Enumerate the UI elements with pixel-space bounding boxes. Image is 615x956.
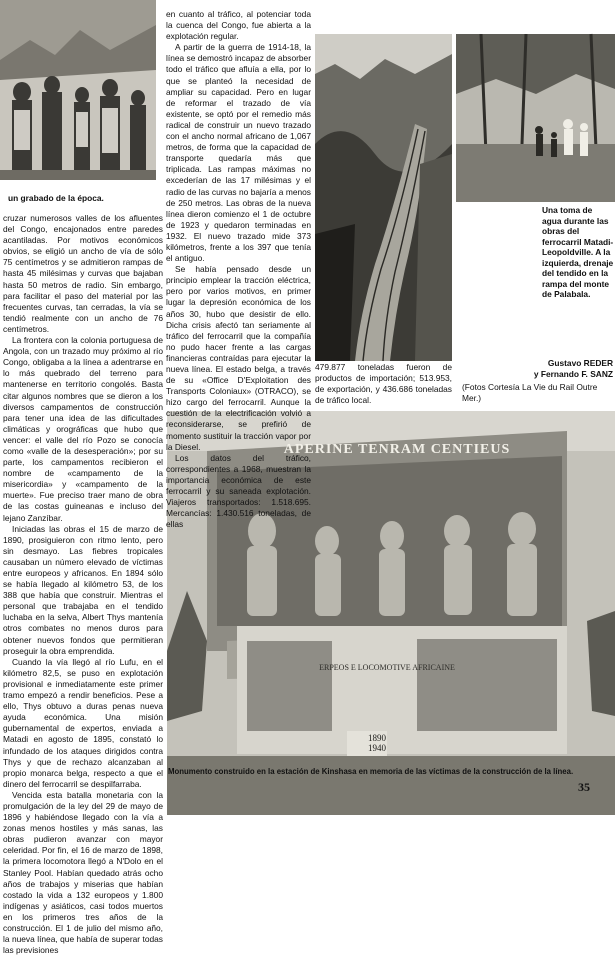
engraving-illustration [0, 0, 156, 180]
article-column-left [3, 213, 163, 956]
paragraph: Cuando la vía llegó al río Lufu, en el kilómetro 82,5, se puso en explotación provisional e inmediatamente este primer tramo empezó a rendir beneficios. Pese a ello, Thys obtuvo a duras penas nueva ayuda económica. Una misión gubernamental de expertos, enviada a Matadi en agosto de 1895, constató lo infundado de los ataques dirigidos contra Thys y que de rechazo alcanzaban al propio monarca belga, respecto a que el dinero del ferrocarril se despilfarraba. [3, 656, 163, 789]
paragraph: Vencida esta batalla monetaria con la promulgación de la ley del 29 de mayo de 1896 y habiéndose llegado con la vía a zonas menos hostiles y más sanas, las obras pudieron avanzar con mayor celeridad. Por fin, el 16 de marzo de 1898, la primera locomotora llegó a N'Dolo en el Stanley Pool. Habían quedado atrás ocho años de trabajos y miserias que habían costado la vida a 132 europeos y 1.800 indígenas y asiáticos, casi todos muertos en los primeros tres años de la construcción. El 1 de julio del mismo año, la nueva línea, que había de superar todas las previsiones [3, 789, 163, 956]
paragraph: cruzar numerosos valles de los afluentes del Congo, encajonados entre paredes acantiladas. Por motivos económicos obvios, se eligió un ancho de vía de sólo 75 centímetros y se admitieron rampas de hasta 45 milésimas y curvas que bajaban hasta 50 metros de radio. Sin embargo, para facilitar el paso del material por las frecuentes curvas, tan cerradas, la vía se tendió realmente con un ancho de 76 centímetros. [3, 213, 163, 334]
author-names [458, 358, 613, 379]
engraving-photo [0, 0, 156, 180]
monument-year-end: 1940 [368, 743, 386, 753]
paragraph: en cuanto al tráfico, al potenciar toda la cuenca del Congo, fue abierta a la explotación regular. [166, 9, 311, 42]
photo-credit: (Fotos Cortesía La Vie du Rail Outre Mer.) [462, 382, 598, 403]
author-name: y Fernando F. SANZ [533, 368, 613, 379]
monument-years [357, 733, 397, 753]
engraving-caption: un grabado de la época. [8, 193, 104, 203]
monument-year-start: 1890 [368, 733, 386, 743]
railway-ramp-photo [315, 34, 452, 361]
water-intake-photo [456, 34, 615, 202]
article-column-middle [166, 9, 311, 530]
page-number: 35 [578, 780, 590, 794]
paragraph: Se había pensado desde un principio emplear la tracción eléctrica, pero por varios motivos, en primer lugar la depresión económica de los años 30, hubo que desistir de ello. Dicha crisis afectó tan seriamente al tráfico del ferrocarril que la compañía no pudo hacer frente a las cargas financieras contraídas para ejecutar la nueva línea. El estado belga, a través de su «Office D'Exploitation des Transports Coloniaux» (OTRACO), se hizo cargo del ferrocarril. Aunque la cuestión de la electrificación volvió a reconsiderarse, se prefirió de momento sustituir la tracción vapor por la Diesel. [166, 264, 311, 452]
paragraph: La frontera con la colonia portuguesa de Angola, con un trazado muy próximo al río Congo, obligaba a la línea a adentrarse en lo más quebrado del terreno para mantenerse en territorio congolés. Basta citar algunos nombres que se dieron a los diversos campamentos de construcción para tener una idea de las dificultades climáticas y orográficas que hubo que vencer: el valle del río Pozo se conocía como «valle de la desesperación»; por su parte, los campamentos recibieron el nombre de «campamento de la misericordia» y «campamento de la muerte». Fue preciso traer mano de obra de las costas guineanas e incluso del lejano Zanzíbar. [3, 335, 163, 523]
monument-inscription-top: APERINE TENRAM CENTIEUS [283, 442, 511, 457]
monument-inscription-lower: ERPEOS E LOCOMOTIVE AFRICAINE [319, 663, 455, 672]
paragraph: 479.877 toneladas fueron de productos de importación; 513.953, de exportación, y 436.686 toneladas de tráfico local. [315, 362, 452, 406]
water-intake-illustration [456, 34, 615, 202]
byline [458, 358, 613, 403]
article-column-continuation [315, 362, 452, 406]
railway-ramp-illustration [315, 34, 452, 361]
paragraph: Los datos del tráfico, correspondientes a 1968, muestran la importancia económica de este ferrocarril y su saneada explotación. Viajeros transportados: 1.518.695. Mercancías: 1.430.516 toneladas, de ellas [166, 452, 311, 530]
monument-caption: Monumento construido en la estación de Kinshasa en memoria de las víctimas de la construcción de la línea. [168, 767, 574, 776]
paragraph: A partir de la guerra de 1914-18, la línea se demostró incapaz de absorber todo el tráfico que afluía a ella, por lo que se planteó la necesidad de ampliar su capacidad. Pero en lugar de reformar el trazado de vía existente, se optó por el remedio más radical de construir un nuevo trazado con el ancho normal africano de 1,067 metros, de forma que la capacidad de transporte quedaría más que triplicada. Las rampas máximas no excederían de las 17 milésimas y el radio de las curvas no bajaría a menos de 250 metros. Las obras de la nueva línea dieron comienzo el 1 de octubre de 1923 y quedaron terminadas en 1932. El nuevo trazado mide 373 kilómetros, frente a los 397 que tenía el antiguo. [166, 42, 311, 264]
author-name: Gustavo REDER [547, 358, 613, 368]
paragraph: Iniciadas las obras el 15 de marzo de 1890, prosiguieron con ritmo lento, pero sin desmayo. Las fiebres tropicales causaban un número elevado de víctimas entre europeos y africanos. En 1894 sólo se había llegado al kilómetro 53, de los 388 que había que construir. Mientras el personal que trabajaba en el tendido luchaba en la selva, Albert Thys mantenía otros combates no menos duros para obtener nuevos fondos que permitieran proseguir la obra emprendida. [3, 523, 163, 656]
water-intake-caption: Una toma de agua durante las obras del ferrocarril Matadi-Leopoldville. A la izquierda, drenaje del tendido en la rampa del monte de Palabala. [542, 205, 614, 299]
